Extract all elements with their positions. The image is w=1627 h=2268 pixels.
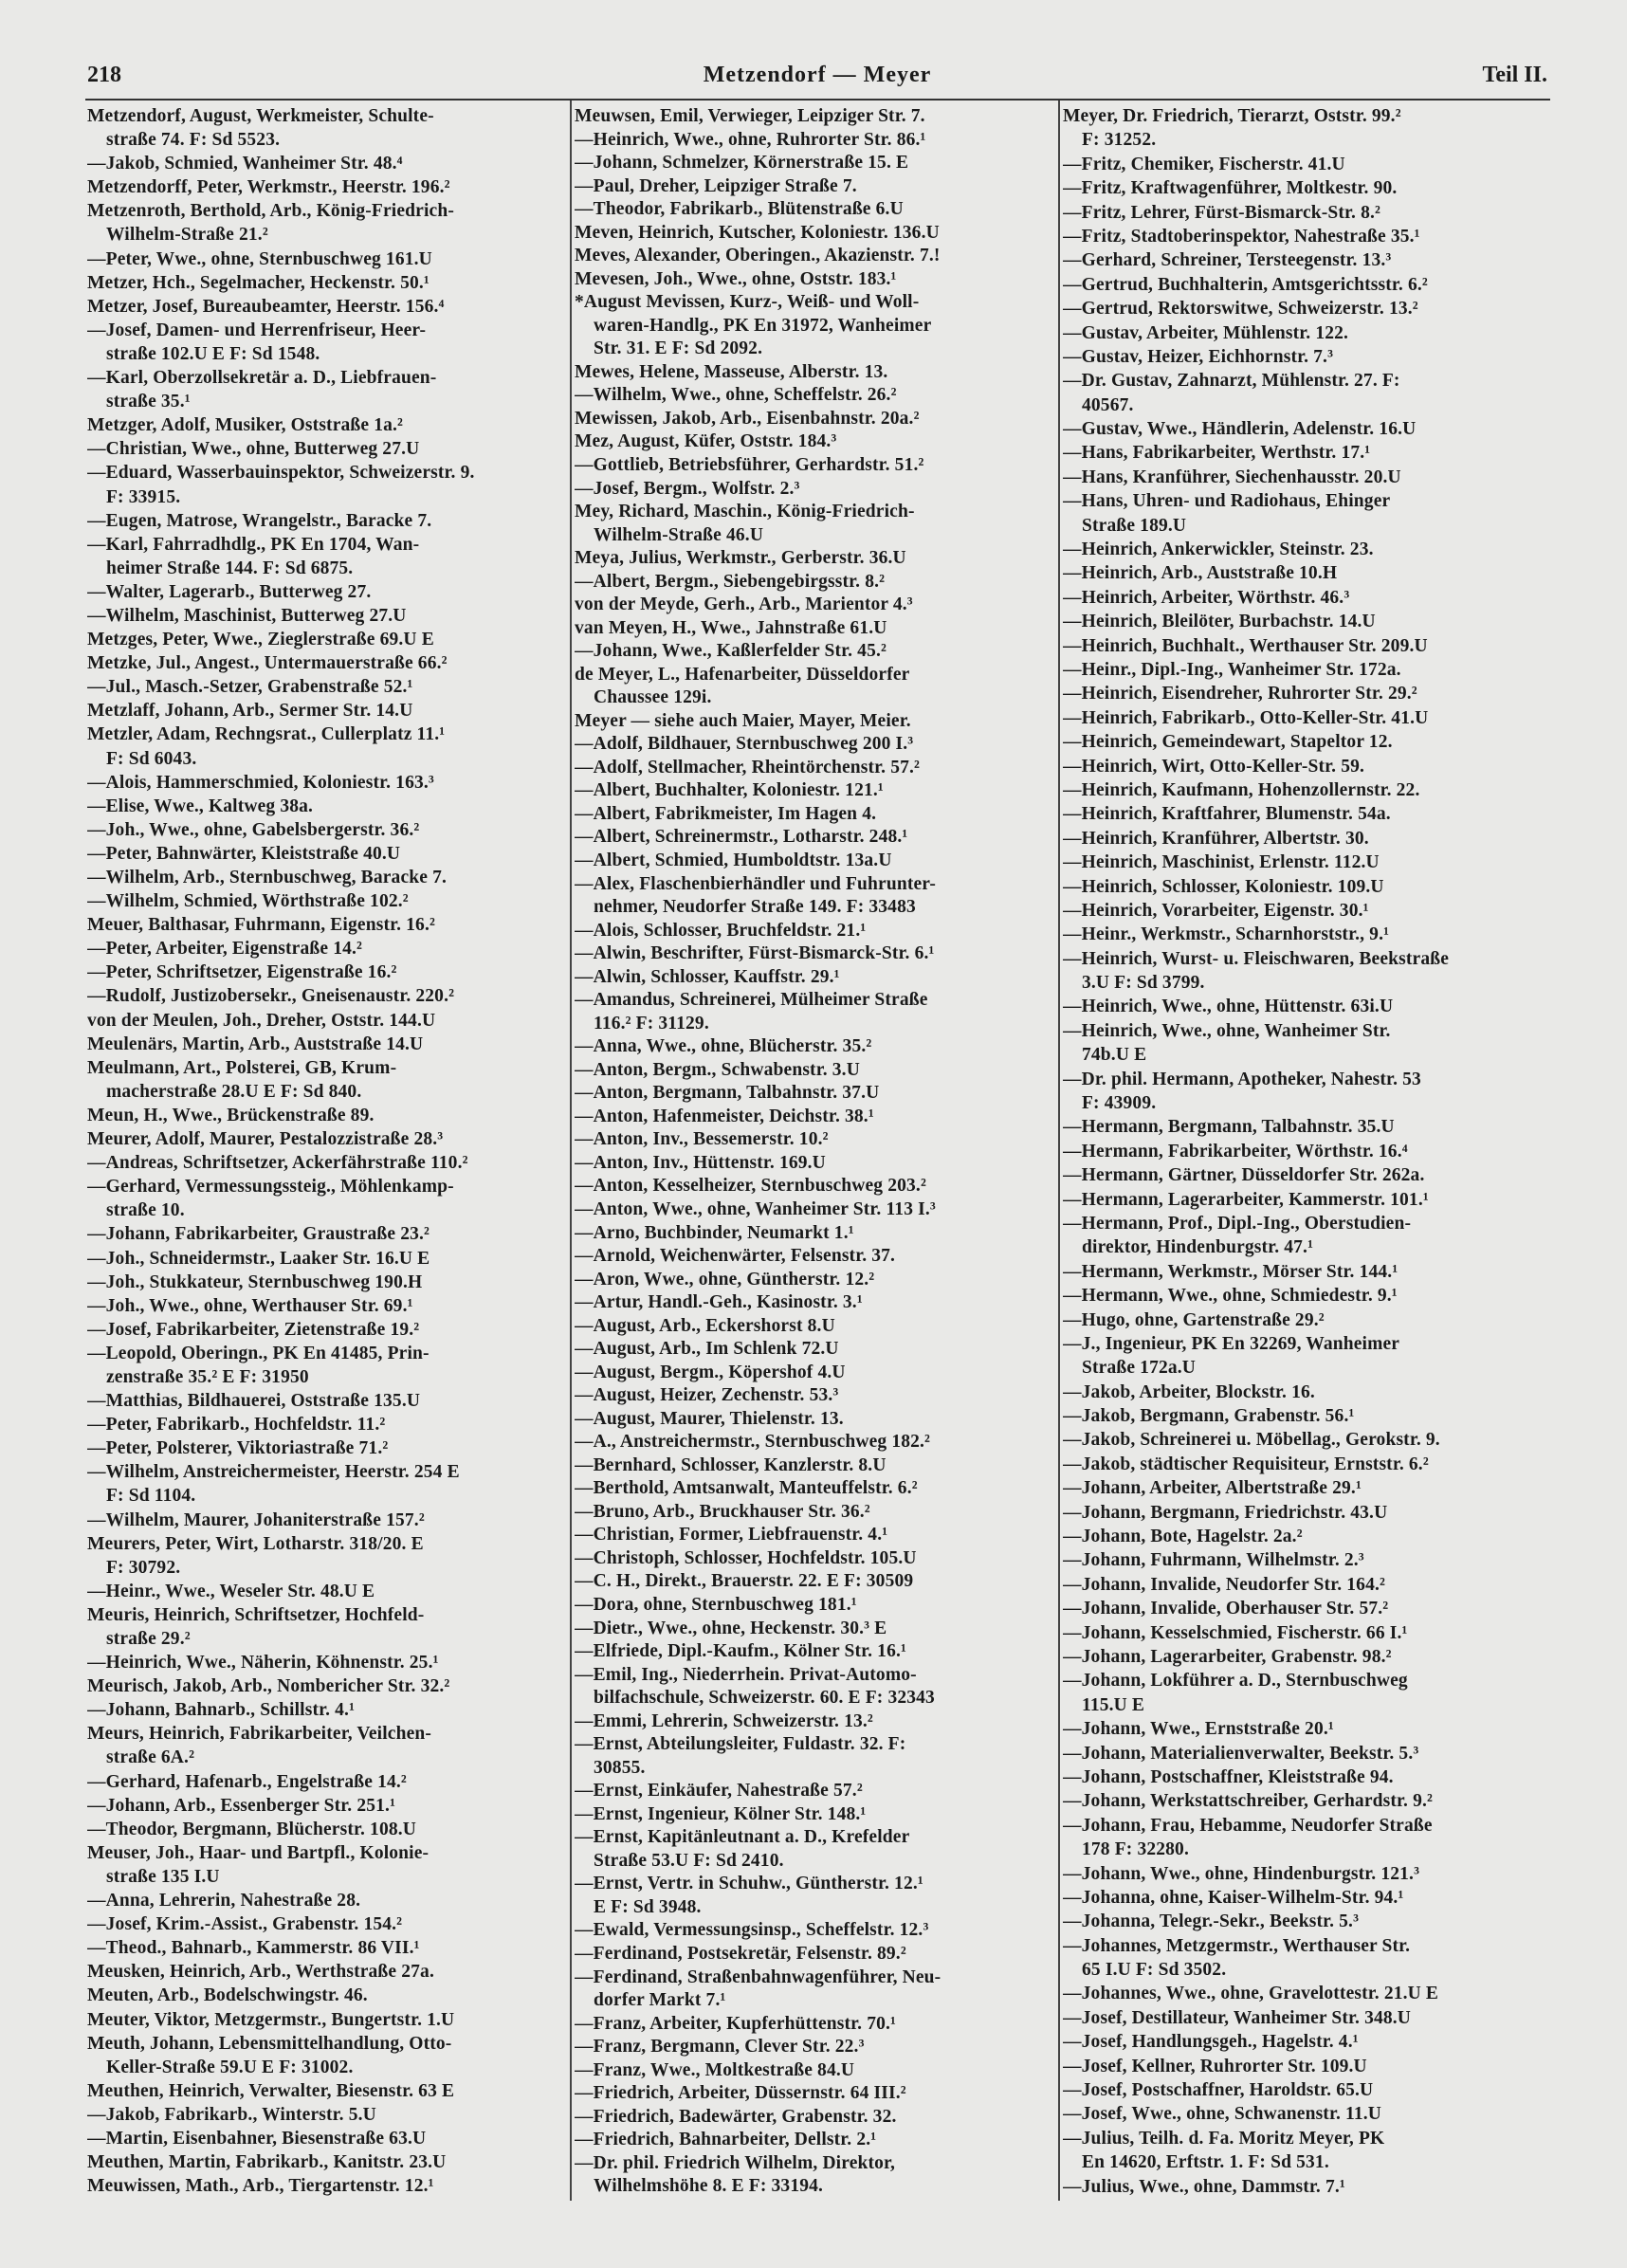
directory-entry: —Josef, Krim.-Assist., Grabenstr. 154.² (87, 1914, 403, 1935)
directory-entry: —Heinrich, Wwe., ohne, Ruhrorter Str. 86.¹ (575, 129, 926, 150)
directory-column-3 (1063, 106, 1548, 2198)
directory-entry: —Heinrich, Fabrikarb., Otto-Keller-Str. 41.U (1063, 707, 1429, 728)
directory-entry-continuation: straße 29.² (106, 1629, 191, 1649)
directory-entry: —Gustav, Arbeiter, Mühlenstr. 122. (1063, 322, 1349, 343)
directory-entry: —Anton, Kesselheizer, Sternbuschweg 203.² (575, 1176, 926, 1197)
directory-entry: —Amandus, Schreinerei, Mülheimer Straße (575, 990, 928, 1011)
directory-entry: —Wilhelm, Maurer, Johaniterstraße 157.² (87, 1509, 425, 1530)
directory-entry: —Gertrud, Rektorswitwe, Schweizerstr. 13.² (1063, 299, 1418, 320)
directory-entry-continuation: straße 74. F: Sd 5523. (106, 130, 281, 151)
directory-entry: —Peter, Arbeiter, Eigenstraße 14.² (87, 939, 363, 960)
directory-entry: —Heinrich, Arbeiter, Wörthstr. 46.³ (1063, 587, 1350, 608)
directory-entry: —Wilhelm, Wwe., ohne, Scheffelstr. 26.² (575, 385, 897, 406)
directory-entry: Meuwsen, Emil, Verwieger, Leipziger Str. 7. (575, 106, 925, 126)
directory-entry: —Hermann, Gärtner, Düsseldorfer Str. 262a. (1063, 1165, 1425, 1186)
directory-entry: von der Meulen, Joh., Dreher, Oststr. 144.U (87, 1010, 436, 1031)
directory-entry: —Peter, Fabrikarb., Hochfeldstr. 11.² (87, 1415, 386, 1436)
directory-entry: —Rudolf, Justizobersekr., Gneisenaustr. 220.² (87, 986, 455, 1007)
directory-entry: —Anton, Wwe., ohne, Wanheimer Str. 113 I.³ (575, 1198, 936, 1219)
directory-entry: —Gustav, Wwe., Händlerin, Adelenstr. 16.U (1063, 419, 1417, 440)
directory-entry: —Hans, Uhren- und Radiohaus, Ehinger (1063, 491, 1391, 512)
directory-entry-continuation: straße 102.U E F: Sd 1548. (106, 343, 320, 364)
directory-entry-continuation: F: Sd 6043. (106, 748, 197, 769)
directory-entry: —Josef, Kellner, Ruhrorter Str. 109.U (1063, 2056, 1367, 2076)
directory-entry: —Hermann, Wwe., ohne, Schmiedestr. 9.¹ (1063, 1286, 1398, 1307)
directory-entry: —Gerhard, Schreiner, Tersteegenstr. 13.³ (1063, 250, 1392, 271)
directory-entry: Meuris, Heinrich, Schriftsetzer, Hochfeld- (87, 1604, 425, 1625)
directory-entry: —Johann, Bergmann, Friedrichstr. 43.U (1063, 1502, 1388, 1523)
directory-entry: —Hermann, Werkmstr., Mörser Str. 144.¹ (1063, 1261, 1398, 1282)
directory-entry: Metzenroth, Berthold, Arb., König-Friedrich- (87, 201, 454, 222)
directory-entry: Meurers, Peter, Wirt, Lotharstr. 318/20. E (87, 1533, 424, 1554)
directory-entry: —Heinrich, Eisendreher, Ruhrorter Str. 29.² (1063, 684, 1417, 704)
directory-entry: —Eugen, Matrose, Wrangelstr., Baracke 7. (87, 510, 432, 531)
directory-entry: —Johann, Arb., Essenberger Str. 251.¹ (87, 1795, 396, 1816)
directory-entry: Mez, August, Küfer, Oststr. 184.³ (575, 431, 837, 452)
directory-entry: —Jakob, städtischer Requisiteur, Ernststr. 6.² (1063, 1454, 1429, 1474)
directory-entry: —August, Maurer, Thielenstr. 13. (575, 1408, 844, 1429)
directory-entry: —Johanna, ohne, Kaiser-Wilhelm-Str. 94.¹ (1063, 1887, 1404, 1908)
directory-entry: —Johann, Bahnarb., Schillstr. 4.¹ (87, 1700, 356, 1721)
directory-entry: —Dr. phil. Hermann, Apotheker, Nahestr. 53 (1063, 1069, 1421, 1089)
directory-entry: —Alex, Flaschenbierhändler und Fuhrunter- (575, 873, 937, 894)
directory-entry: —C. H., Direkt., Brauerstr. 22. E F: 30509 (575, 1571, 914, 1592)
directory-entry-continuation: straße 135 I.U (106, 1866, 220, 1887)
directory-entry-continuation: Straße 189.U (1082, 515, 1187, 536)
directory-entry: —Friedrich, Arbeiter, Düssernstr. 64 III.² (575, 2083, 906, 2104)
directory-entry: —Joh., Wwe., ohne, Gabelsbergerstr. 36.² (87, 819, 420, 840)
directory-entry: —Anton, Bergmann, Talbahnstr. 37.U (575, 1083, 880, 1104)
directory-entry: —Dietr., Wwe., ohne, Heckenstr. 30.³ E (575, 1618, 887, 1638)
directory-entry-continuation: 40567. (1082, 394, 1134, 415)
directory-entry: —Peter, Polsterer, Viktoriastraße 71.² (87, 1438, 389, 1459)
directory-entry-continuation: Straße 53.U F: Sd 2410. (594, 1850, 784, 1871)
directory-entry: —Johann, Wwe., Ernststraße 20.¹ (1063, 1719, 1334, 1740)
directory-entry: —Josef, Fabrikarbeiter, Zietenstraße 19.² (87, 1319, 420, 1340)
directory-entry: —Josef, Handlungsgeh., Hagelstr. 4.¹ (1063, 2032, 1359, 2053)
directory-entry: Meyer, Dr. Friedrich, Tierarzt, Oststr. 99.² (1063, 106, 1401, 126)
directory-entry: —Dr. phil. Friedrich Wilhelm, Direktor, (575, 2152, 896, 2173)
directory-entry: de Meyer, L., Hafenarbeiter, Düsseldorfer (575, 664, 910, 685)
directory-entry: —Franz, Wwe., Moltkestraße 84.U (575, 2059, 855, 2080)
directory-entry: —Hermann, Prof., Dipl.-Ing., Oberstudien- (1063, 1213, 1412, 1234)
directory-entry: —Albert, Fabrikmeister, Im Hagen 4. (575, 803, 877, 824)
directory-entry: —Eduard, Wasserbauinspektor, Schweizerstr. 9. (87, 463, 475, 484)
directory-entry: —Anton, Hafenmeister, Deichstr. 38.¹ (575, 1106, 874, 1126)
directory-column-1 (87, 106, 566, 2198)
directory-entry: —Wilhelm, Schmied, Wörthstraße 102.² (87, 891, 409, 912)
directory-entry: Mey, Richard, Maschin., König-Friedrich- (575, 502, 915, 522)
directory-entry: —Heinr., Wwe., Weseler Str. 48.U E (87, 1581, 375, 1601)
directory-entry: —Christian, Wwe., ohne, Butterweg 27.U (87, 439, 420, 460)
directory-entry: —Wilhelm, Anstreichermeister, Heerstr. 254 E (87, 1462, 460, 1483)
directory-entry: —Karl, Fahrradhdlg., PK En 1704, Wan- (87, 534, 420, 555)
directory-entry: —Hans, Kranführer, Siechenhausstr. 20.U (1063, 466, 1401, 487)
directory-entry: —Hermann, Lagerarbeiter, Kammerstr. 101.¹ (1063, 1189, 1429, 1210)
directory-entry: —Gottlieb, Betriebsführer, Gerhardstr. 51.² (575, 454, 924, 475)
directory-entry-continuation: En 14620, Erftstr. 1. F: Sd 531. (1082, 2152, 1329, 2173)
directory-entry: Metzges, Peter, Wwe., Zieglerstraße 69.U E (87, 630, 434, 650)
directory-entry-continuation: F: Sd 1104. (106, 1486, 196, 1507)
directory-entry: Meuthen, Martin, Fabrikarb., Kanitstr. 23.U (87, 2152, 447, 2173)
directory-entry: Metzendorf, August, Werkmeister, Schulte- (87, 106, 434, 126)
directory-entry: —Dora, ohne, Sternbuschweg 181.¹ (575, 1595, 857, 1615)
directory-entry: —Johann, Wwe., ohne, Hindenburgstr. 121.³ (1063, 1863, 1420, 1884)
directory-entry: —Jakob, Bergmann, Grabenstr. 56.¹ (1063, 1406, 1355, 1427)
directory-entry: —Jakob, Schreinerei u. Möbellag., Gerokstr. 9. (1063, 1430, 1440, 1451)
directory-entry: —Johann, Postschaffner, Kleiststraße 94. (1063, 1766, 1394, 1787)
directory-entry: —Johann, Materialienverwalter, Beekstr. 5.³ (1063, 1743, 1419, 1764)
directory-entry: —Johann, Arbeiter, Albertstraße 29.¹ (1063, 1478, 1362, 1499)
directory-entry: —Hugo, ohne, Gartenstraße 29.² (1063, 1309, 1325, 1330)
directory-entry: —Josef, Destillateur, Wanheimer Str. 348.U (1063, 2007, 1412, 2028)
directory-entry: —Albert, Buchhalter, Koloniestr. 121.¹ (575, 780, 884, 801)
directory-entry-continuation: F: 43909. (1082, 1093, 1157, 1114)
directory-entry: —Johann, Lokführer a. D., Sternbuschweg (1063, 1671, 1408, 1692)
directory-entry: —Johannes, Metzgermstr., Werthauser Str. (1063, 1935, 1411, 1956)
directory-entry-continuation: F: 31252. (1082, 130, 1157, 151)
directory-entry: —Anton, Inv., Hüttenstr. 169.U (575, 1152, 826, 1173)
directory-entry: —Alwin, Beschrifter, Fürst-Bismarck-Str. 6.¹ (575, 943, 935, 964)
directory-entry: —Andreas, Schriftsetzer, Ackerfährstraße 110.² (87, 1153, 468, 1174)
directory-entry-continuation: 115.U E (1082, 1694, 1145, 1715)
directory-entry: —Johann, Fabrikarbeiter, Graustraße 23.² (87, 1224, 430, 1245)
directory-entry: —Gerhard, Vermessungssteig., Möhlenkamp- (87, 1177, 454, 1198)
directory-entry-continuation: Str. 31. E F: Sd 2092. (594, 338, 763, 359)
directory-entry: —Ernst, Abteilungsleiter, Fuldastr. 32. F: (575, 1734, 906, 1755)
directory-entry: —Johanna, Telegr.-Sekr., Beekstr. 5.³ (1063, 1911, 1360, 1932)
directory-entry: —Berthold, Amtsanwalt, Manteuffelstr. 6.² (575, 1478, 918, 1499)
directory-entry: —Johann, Kesselschmied, Fischerstr. 66 I.¹ (1063, 1622, 1408, 1643)
directory-entry: —Heinrich, Wwe., Näherin, Köhnenstr. 25.¹ (87, 1653, 439, 1674)
directory-entry: —Heinrich, Wwe., ohne, Wanheimer Str. (1063, 1020, 1391, 1041)
directory-entry-continuation: zenstraße 35.² E F: 31950 (106, 1366, 309, 1387)
directory-entry: —Jul., Masch.-Setzer, Grabenstraße 52.¹ (87, 677, 413, 698)
directory-entry: —Heinrich, Kaufmann, Hohenzollernstr. 22. (1063, 779, 1420, 800)
directory-entry: —Fritz, Lehrer, Fürst-Bismarck-Str. 8.² (1063, 202, 1381, 223)
directory-entry: Meuter, Viktor, Metzgermstr., Bungertstr. 1.U (87, 2009, 455, 2030)
directory-entry-continuation: F: 33915. (106, 486, 181, 507)
directory-entry: Metzger, Adolf, Musiker, Oststraße 1a.² (87, 415, 404, 436)
directory-entry: van Meyen, H., Wwe., Jahnstraße 61.U (575, 617, 887, 638)
directory-entry-continuation: Chaussee 129i. (594, 687, 712, 708)
directory-entry: —Heinrich, Kranführer, Albertstr. 30. (1063, 828, 1369, 849)
directory-entry: —Julius, Teilh. d. Fa. Moritz Meyer, PK (1063, 2128, 1385, 2149)
directory-entry: —Adolf, Stellmacher, Rheintörchenstr. 57.² (575, 757, 921, 777)
directory-entry: —Anton, Inv., Bessemerstr. 10.² (575, 1129, 829, 1150)
directory-entry-continuation: Straße 172a.U (1082, 1358, 1197, 1379)
directory-entry: —Wilhelm, Arb., Sternbuschweg, Baracke 7. (87, 868, 448, 887)
directory-entry: —Joh., Stukkateur, Sternbuschweg 190.H (87, 1271, 423, 1292)
directory-entry: Meurs, Heinrich, Fabrikarbeiter, Veilchen- (87, 1724, 432, 1745)
directory-entry: Meuth, Johann, Lebensmittelhandlung, Otto- (87, 2033, 452, 2054)
page-header (87, 63, 1547, 97)
directory-entry: —Josef, Damen- und Herrenfriseur, Heer- (87, 320, 427, 340)
header-rule (85, 99, 1550, 101)
part-label: Teil II. (1482, 63, 1547, 87)
directory-entry: —Johann, Invalide, Oberhauser Str. 57.² (1063, 1599, 1389, 1619)
directory-entry: —Albert, Bergm., Siebengebirgsstr. 8.² (575, 571, 886, 592)
column-divider (1058, 101, 1060, 2201)
directory-entry: Meurer, Adolf, Maurer, Pestalozzistraße 28.³ (87, 1129, 444, 1150)
directory-entry-continuation: waren-Handlg., PK En 31972, Wanheimer (594, 315, 932, 336)
directory-entry: Meuser, Joh., Haar- und Bartpfl., Kolonie- (87, 1842, 430, 1863)
directory-entry-continuation: Wilhelmshöhe 8. E F: 33194. (594, 2176, 824, 2197)
directory-entry: —Julius, Wwe., ohne, Dammstr. 7.¹ (1063, 2176, 1345, 2197)
directory-entry: —August, Arb., Im Schlenk 72.U (575, 1339, 839, 1360)
directory-entry: Meuthen, Heinrich, Verwalter, Biesenstr. 63 E (87, 2080, 455, 2101)
directory-entry: —Ernst, Einkäufer, Nahestraße 57.² (575, 1781, 863, 1802)
directory-entry-continuation: Wilhelm-Straße 21.² (106, 225, 268, 246)
directory-entry-continuation: 178 F: 32280. (1082, 1839, 1189, 1860)
directory-entry: —Heinrich, Wwe., ohne, Hüttenstr. 63i.U (1063, 997, 1394, 1017)
directory-entry: —Theodor, Bergmann, Blücherstr. 108.U (87, 1819, 416, 1839)
directory-entry: Meulenärs, Martin, Arb., Auststraße 14.U (87, 1033, 424, 1054)
directory-entry: —Fritz, Chemiker, Fischerstr. 41.U (1063, 154, 1345, 174)
directory-entry: —Jakob, Schmied, Wanheimer Str. 48.⁴ (87, 154, 403, 174)
directory-entry: Meyer — siehe auch Maier, Mayer, Meier. (575, 710, 911, 731)
directory-entry: —Heinr., Werkmstr., Scharnhorststr., 9.¹ (1063, 924, 1390, 945)
directory-entry: Metzer, Josef, Bureaubeamter, Heerstr. 156.⁴ (87, 296, 445, 317)
directory-entry: —Bernhard, Schlosser, Kanzlerstr. 8.U (575, 1454, 887, 1475)
directory-entry: —Johann, Schmelzer, Körnerstraße 15. E (575, 153, 909, 174)
directory-entry: —Heinr., Dipl.-Ing., Wanheimer Str. 172a. (1063, 659, 1401, 680)
directory-entry: —Peter, Schriftsetzer, Eigenstraße 16.² (87, 962, 397, 983)
directory-column-2 (575, 106, 1054, 2198)
directory-entry: —Fritz, Kraftwagenführer, Moltkestr. 90. (1063, 178, 1398, 199)
directory-entry: Metzendorff, Peter, Werkmstr., Heerstr. 196.² (87, 177, 450, 198)
directory-entry: —Anna, Wwe., ohne, Blücherstr. 35.² (575, 1036, 872, 1057)
directory-entry: —Heinrich, Schlosser, Koloniestr. 109.U (1063, 876, 1384, 897)
directory-entry-continuation: macherstraße 28.U E F: Sd 840. (106, 1081, 362, 1102)
directory-entry-continuation: F: 30792. (106, 1557, 181, 1578)
directory-entry: —Bruno, Arb., Bruckhauser Str. 36.² (575, 1501, 870, 1522)
directory-entry: —Franz, Arbeiter, Kupferhüttenstr. 70.¹ (575, 2013, 897, 2034)
directory-entry-continuation: straße 6A.² (106, 1747, 195, 1768)
directory-entry: Meves, Alexander, Oberingen., Akazienstr. 7.! (575, 246, 941, 266)
directory-entry: —Adolf, Bildhauer, Sternbuschweg 200 I.³ (575, 734, 914, 755)
directory-entry: Mevesen, Joh., Wwe., ohne, Oststr. 183.¹ (575, 268, 897, 289)
directory-entry: Meuten, Arb., Bodelschwingstr. 46. (87, 1985, 368, 2006)
directory-entry: —Johann, Lagerarbeiter, Grabenstr. 98.² (1063, 1647, 1392, 1667)
directory-entry: *August Mevissen, Kurz-, Weiß- und Woll- (575, 292, 920, 313)
directory-entry: —Elfriede, Dipl.-Kaufm., Kölner Str. 16.¹ (575, 1641, 906, 1662)
directory-entry-continuation: 116.² F: 31129. (594, 1013, 709, 1033)
directory-entry: —Walter, Lagerarb., Butterweg 27. (87, 581, 372, 602)
directory-entry: —Alois, Schlosser, Bruchfeldstr. 21.¹ (575, 920, 867, 941)
directory-entry: —Heinrich, Wirt, Otto-Keller-Str. 59. (1063, 756, 1365, 777)
directory-entry: —Johann, Invalide, Neudorfer Str. 164.² (1063, 1574, 1385, 1595)
directory-entry: —Johannes, Wwe., ohne, Gravelottestr. 21.U E (1063, 1984, 1439, 2004)
directory-entry: —Heinrich, Maschinist, Erlenstr. 112.U (1063, 852, 1380, 873)
directory-entry: —Karl, Oberzollsekretär a. D., Liebfrauen- (87, 368, 437, 389)
directory-entry: —Arno, Buchbinder, Neumarkt 1.¹ (575, 1222, 854, 1243)
directory-entry: —Heinrich, Arb., Auststraße 10.H (1063, 563, 1338, 584)
directory-entry: Metzlaff, Johann, Arb., Sermer Str. 14.U (87, 701, 413, 722)
directory-entry: —Johann, Bote, Hagelstr. 2a.² (1063, 1527, 1303, 1547)
directory-entry-continuation: 74b.U E (1082, 1045, 1147, 1066)
directory-entry: Meusken, Heinrich, Arb., Werthstraße 27a. (87, 1962, 434, 1983)
directory-entry: —Albert, Schreinermstr., Lotharstr. 248.¹ (575, 827, 908, 848)
directory-entry: —Paul, Dreher, Leipziger Straße 7. (575, 175, 857, 196)
directory-entry: —Dr. Gustav, Zahnarzt, Mühlenstr. 27. F: (1063, 371, 1400, 392)
directory-entry: —Josef, Wwe., ohne, Schwanenstr. 11.U (1063, 2104, 1381, 2125)
directory-entry: —Hans, Fabrikarbeiter, Werthstr. 17.¹ (1063, 443, 1371, 464)
directory-entry: —Ernst, Kapitänleutnant a. D., Krefelder (575, 1827, 910, 1848)
directory-entry: —Leopold, Oberingn., PK En 41485, Prin- (87, 1343, 430, 1363)
directory-entry: —Emmi, Lehrerin, Schweizerstr. 13.² (575, 1710, 873, 1731)
directory-entry: —Friedrich, Bahnarbeiter, Dellstr. 2.¹ (575, 2130, 877, 2150)
directory-entry: —Albert, Schmied, Humboldtstr. 13a.U (575, 850, 892, 870)
directory-entry: —Peter, Wwe., ohne, Sternbuschweg 161.U (87, 248, 432, 269)
directory-entry: —Anna, Lehrerin, Nahestraße 28. (87, 1891, 361, 1911)
directory-entry: —Heinrich, Wurst- u. Fleischwaren, Beekstraße (1063, 948, 1450, 969)
column-divider (570, 101, 572, 2201)
directory-entry: —Wilhelm, Maschinist, Butterweg 27.U (87, 605, 407, 626)
directory-entry: Metzke, Jul., Angest., Untermauerstraße 66.² (87, 653, 448, 674)
directory-entry: von der Meyde, Gerh., Arb., Marientor 4.³ (575, 594, 913, 615)
directory-entry: —A., Anstreichermstr., Sternbuschweg 182.² (575, 1432, 931, 1453)
directory-entry: Meun, H., Wwe., Brückenstraße 89. (87, 1105, 375, 1125)
directory-entry: —Josef, Bergm., Wolfstr. 2.³ (575, 478, 800, 499)
directory-entry: —August, Heizer, Zechenstr. 53.³ (575, 1385, 839, 1406)
directory-entry: —Christoph, Schlosser, Hochfeldstr. 105.U (575, 1547, 917, 1568)
directory-entry: —Franz, Bergmann, Clever Str. 22.³ (575, 2037, 865, 2058)
directory-entry: —August, Bergm., Köpershof 4.U (575, 1362, 846, 1382)
directory-entry: —Jakob, Arbeiter, Blockstr. 16. (1063, 1381, 1315, 1402)
directory-entry: —Alois, Hammerschmied, Koloniestr. 163.³ (87, 772, 434, 793)
directory-entry: —Joh., Schneidermstr., Laaker Str. 16.U E (87, 1248, 430, 1269)
directory-entry: —Alwin, Schlosser, Kauffstr. 29.¹ (575, 966, 840, 987)
directory-entry: —Ewald, Vermessungsinsp., Scheffelstr. 12.³ (575, 1920, 929, 1941)
directory-entry: —Johann, Fuhrmann, Wilhelmstr. 2.³ (1063, 1550, 1364, 1571)
directory-entry: —Heinrich, Bleilöter, Burbachstr. 14.U (1063, 612, 1376, 632)
directory-entry: —Artur, Handl.-Geh., Kasinostr. 3.¹ (575, 1292, 863, 1313)
directory-entry: Meven, Heinrich, Kutscher, Koloniestr. 136.U (575, 222, 940, 243)
directory-entry: —Theod., Bahnarb., Kammerstr. 86 VII.¹ (87, 1938, 420, 1959)
directory-entry-continuation: 3.U F: Sd 3799. (1082, 973, 1205, 994)
directory-entry: —Friedrich, Badewärter, Grabenstr. 32. (575, 2106, 897, 2127)
directory-entry-continuation: straße 10. (106, 1200, 185, 1221)
directory-entry-continuation: bilfachschule, Schweizerstr. 60. E F: 32343 (594, 1688, 935, 1709)
directory-entry-continuation: straße 35.¹ (106, 392, 191, 412)
page-number: 218 (87, 63, 121, 87)
directory-entry: —Heinrich, Buchhalt., Werthauser Str. 209.U (1063, 635, 1428, 656)
directory-entry-continuation: 65 I.U F: Sd 3502. (1082, 1960, 1227, 1981)
directory-entry: Mewes, Helene, Masseuse, Alberstr. 13. (575, 361, 888, 382)
directory-entry: —Ferdinand, Straßenbahnwagenführer, Neu- (575, 1966, 941, 1987)
directory-entry: —Hermann, Bergmann, Talbahnstr. 35.U (1063, 1117, 1395, 1138)
directory-entry-continuation: Keller-Straße 59.U E F: 31002. (106, 2057, 354, 2077)
directory-entry: —Theodor, Fabrikarb., Blütenstraße 6.U (575, 199, 904, 220)
directory-entry-continuation: direktor, Hindenburgstr. 47.¹ (1082, 1237, 1314, 1258)
directory-entry: —Anton, Bergm., Schwabenstr. 3.U (575, 1059, 860, 1080)
directory-entry: —Emil, Ing., Niederrhein. Privat-Automo- (575, 1664, 917, 1685)
directory-entry: Metzer, Hch., Segelmacher, Heckenstr. 50.¹ (87, 272, 430, 293)
directory-entry: —Joh., Wwe., ohne, Werthauser Str. 69.¹ (87, 1295, 413, 1316)
directory-entry: —Jakob, Fabrikarb., Winterstr. 5.U (87, 2104, 376, 2125)
directory-entry: —Ernst, Vertr. in Schuhw., Güntherstr. 12.¹ (575, 1874, 923, 1894)
directory-entry: —Josef, Postschaffner, Haroldstr. 65.U (1063, 2080, 1374, 2101)
directory-entry: —Aron, Wwe., ohne, Güntherstr. 12.² (575, 1269, 875, 1289)
directory-entry: —Matthias, Bildhauerei, Oststraße 135.U (87, 1391, 421, 1412)
directory-entry: —Hermann, Fabrikarbeiter, Wörthstr. 16.⁴ (1063, 1141, 1408, 1161)
directory-entry: Mewissen, Jakob, Arb., Eisenbahnstr. 20a.² (575, 408, 920, 429)
directory-entry: Meya, Julius, Werkmstr., Gerberstr. 36.U (575, 548, 906, 569)
directory-entry: —Heinrich, Ankerwickler, Steinstr. 23. (1063, 540, 1374, 560)
directory-entry-continuation: heimer Straße 144. F: Sd 6875. (106, 558, 354, 578)
directory-entry: —Heinrich, Gemeindewart, Stapeltor 12. (1063, 732, 1393, 753)
directory-entry-continuation: nehmer, Neudorfer Straße 149. F: 33483 (594, 897, 916, 918)
directory-entry: —Heinrich, Kraftfahrer, Blumenstr. 54a. (1063, 804, 1391, 825)
directory-entry-continuation: E F: Sd 3948. (594, 1896, 702, 1917)
directory-entry: —Arnold, Weichenwärter, Felsenstr. 37. (575, 1246, 896, 1267)
directory-entry: —Ferdinand, Postsekretär, Felsenstr. 89.² (575, 1943, 906, 1964)
directory-entry: Meuwissen, Math., Arb., Tiergartenstr. 12.¹ (87, 2176, 434, 2197)
directory-entry: —August, Arb., Eckershorst 8.U (575, 1315, 835, 1336)
directory-entry-continuation: dorfer Markt 7.¹ (594, 1990, 726, 2011)
directory-entry-continuation: 30855. (594, 1757, 646, 1778)
directory-entry: —Johann, Frau, Hebamme, Neudorfer Straße (1063, 1815, 1433, 1836)
directory-entry: —Heinrich, Vorarbeiter, Eigenstr. 30.¹ (1063, 900, 1369, 921)
directory-entry: —J., Ingenieur, PK En 32269, Wanheimer (1063, 1333, 1400, 1354)
directory-entry: Metzler, Adam, Rechngsrat., Cullerplatz 11.¹ (87, 724, 446, 745)
directory-entry: —Fritz, Stadtoberinspektor, Nahestraße 35.¹ (1063, 226, 1420, 247)
directory-entry: —Elise, Wwe., Kaltweg 38a. (87, 796, 314, 816)
directory-entry: Meurisch, Jakob, Arb., Nombericher Str. 32.² (87, 1676, 450, 1697)
running-title: Metzendorf — Meyer (703, 63, 932, 87)
directory-entry: —Gerhard, Hafenarb., Engelstraße 14.² (87, 1771, 407, 1792)
directory-entry: Meuer, Balthasar, Fuhrmann, Eigenstr. 16.² (87, 915, 435, 936)
directory-entry: Meulmann, Art., Polsterei, GB, Krum- (87, 1057, 397, 1078)
directory-entry: —Johann, Werkstattschreiber, Gerhardstr. 9.² (1063, 1791, 1434, 1812)
directory-entry: —Martin, Eisenbahner, Biesenstraße 63.U (87, 2128, 427, 2149)
directory-entry: —Peter, Bahnwärter, Kleiststraße 40.U (87, 843, 401, 864)
directory-entry: —Johann, Wwe., Kaßlerfelder Str. 45.² (575, 641, 887, 662)
directory-entry: —Gustav, Heizer, Eichhornstr. 7.³ (1063, 346, 1334, 367)
directory-entry-continuation: Wilhelm-Straße 46.U (594, 524, 764, 545)
directory-entry: —Ernst, Ingenieur, Kölner Str. 148.¹ (575, 1803, 867, 1824)
directory-entry: —Gertrud, Buchhalterin, Amtsgerichtsstr. 6.² (1063, 274, 1428, 295)
directory-entry: —Christian, Former, Liebfrauenstr. 4.¹ (575, 1525, 888, 1546)
